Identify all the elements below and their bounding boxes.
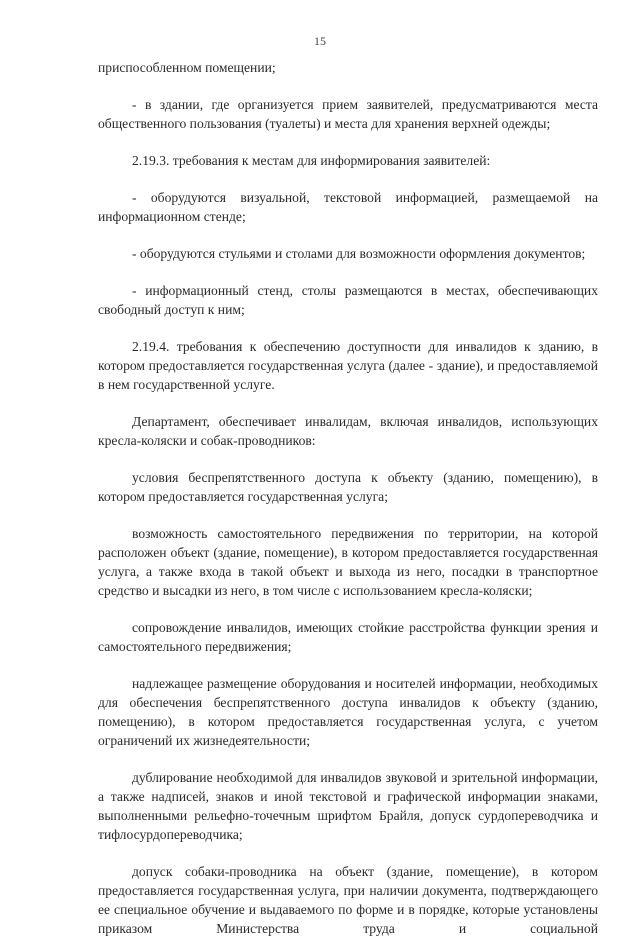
paragraph-info-stand: - информационный стенд, столы размещаются в местах, обеспечивающих свободный доступ к ним; bbox=[98, 283, 598, 317]
paragraph-2-19-4: 2.19.4. требования к обеспечению доступности для инвалидов к зданию, в котором предоставляется государственная услуга (далее - здание), и предоставляемой в нем государственной услуге. bbox=[98, 339, 598, 392]
paragraph-visual-info: - оборудуются визуальной, текстовой информацией, размещаемой на информационном стенде; bbox=[98, 190, 598, 224]
paragraph-guide-dog: допуск собаки-проводника на объект (здание, помещение), в котором предоставляется государственная услуга, при наличии документа, подтверждающего ее специальное обучение и выдаваемого по форме и в порядке, которые установлены приказом Министерства труда и социальной bbox=[98, 864, 598, 936]
paragraph-public-facilities: - в здании, где организуется прием заявителей, предусматриваются места общественного пользования (туалеты) и места для хранения верхней одежды; bbox=[98, 97, 598, 131]
page-number: 15 bbox=[314, 34, 326, 48]
document-body bbox=[98, 58, 598, 938]
paragraph-chairs-tables: - оборудуются стульями и столами для возможности оформления документов; bbox=[132, 246, 586, 261]
paragraph-department: Департамент, обеспечивает инвалидам, включая инвалидов, использующих кресла-коляски и собак-проводников: bbox=[98, 414, 598, 448]
paragraph-2-19-3: 2.19.3. требования к местам для информирования заявителей: bbox=[132, 153, 491, 168]
paragraph-equipment-placement: надлежащее размещение оборудования и носителей информации, необходимых для обеспечения беспрепятственного доступа инвалидов к объекту (зданию, помещению), в котором предоставляется государственная услуга, с учетом ограничений их жизнедеятельности; bbox=[98, 676, 598, 748]
paragraph-braille: дублирование необходимой для инвалидов звуковой и зрительной информации, а также надписей, знаков и иной текстовой и графической информации знаками, выполненными рельефно-точечным шрифтом Брайля, допуск сурдопереводчика и тифлосурдопереводчика; bbox=[98, 770, 598, 842]
paragraph-movement: возможность самостоятельного передвижения по территории, на которой расположен объект (здание, помещение), в котором предоставляется государственная услуга, а также входа в такой объект и выхода из него, посадки в транспортное средство и высадки из него, в том числе с использованием кресла-коляски; bbox=[98, 526, 598, 598]
paragraph-continuation: приспособленном помещении; bbox=[98, 60, 276, 75]
paragraph-escort: сопровождение инвалидов, имеющих стойкие расстройства функции зрения и самостоятельного передвижения; bbox=[98, 620, 598, 654]
paragraph-access-conditions: условия беспрепятственного доступа к объекту (зданию, помещению), в котором предоставляется государственная услуга; bbox=[98, 470, 598, 504]
